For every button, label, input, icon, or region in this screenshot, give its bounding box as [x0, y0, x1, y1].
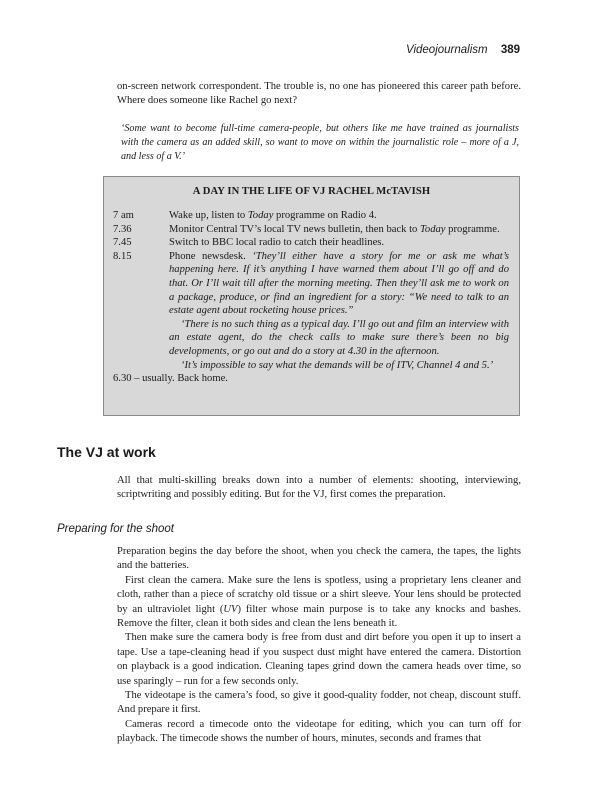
subheading: Preparing for the shoot — [57, 523, 174, 535]
preparation-text — [117, 545, 521, 747]
entry-description: Wake up, listen to Today programme on Radio 4. — [169, 210, 377, 221]
pull-quote: ‘Some want to become full-time camera-people, but others like me have trained as journalists with the camera as an added skill, so want to move on within the journalistic role – more of a J, and less of a V.’ — [121, 123, 519, 163]
section-heading: The VJ at work — [57, 444, 156, 460]
day-in-the-life-box — [103, 176, 520, 416]
schedule-entry — [113, 236, 509, 250]
running-header — [406, 44, 520, 56]
entry-time: 7 am — [113, 210, 134, 221]
entry-time: 7.45 — [113, 237, 132, 249]
schedule-entry — [113, 209, 509, 223]
paragraph: Then make sure the camera body is free from dust and dirt before you open it up to insert a tape. Use a tape-cleaning head if you suspect dust might have entered the camera. Distortion on playback is a good indication. Cleaning tapes grind down the camera heads over time, so use sparingly – run for a few seconds only. — [117, 632, 521, 687]
entry-time: 7.36 — [113, 223, 132, 235]
schedule-entry — [113, 223, 509, 237]
intro-paragraph — [117, 80, 521, 109]
section-intro — [117, 474, 521, 503]
section-intro-text: All that multi-skilling breaks down into a number of elements: shooting, interviewing, scriptwriting and possibly editing. But for the VJ, first comes the preparation. — [117, 475, 521, 501]
schedule-entry — [113, 372, 509, 386]
entry-description: 6.30 – usually. Back home. — [113, 373, 228, 385]
schedule-entry — [113, 250, 509, 372]
entry-time: 8.15 — [113, 250, 132, 262]
intro-paragraph-text: on-screen network correspondent. The trouble is, no one has pioneered this career path before. Where does someone like Rachel go next? — [117, 81, 521, 107]
schedule-list — [113, 209, 509, 386]
box-title: A DAY IN THE LIFE OF VJ RACHEL McTAVISH — [192, 186, 431, 197]
paragraph: Cameras record a timecode onto the videotape for editing, which you can turn off for playback. The timecode shows the number of hours, minutes, seconds and frames that — [117, 718, 521, 745]
entry-description: Phone newsdesk. ‘They’ll either have a story for me or ask me what’s happening here. If it’s anything I have warned them about I’ll go off and do that. Or I’ll wait till after the morning meeting. Then they’ll ask me to work on a package, produce, or find an ingredient for a story: “We need to talk to an estate agent about rocketing house prices.” ‘There is no such thing as a typical day. I’ll go out and film an interview with an estate agent, do the check calls to make sure there’s been no big developments, or go out and do a story at 4.30 in the afternoon. ‘It’s impossible to say what the demands will be of ITV, Channel 4 and 5.’ — [169, 250, 509, 371]
running-title: Videojournalism — [405, 44, 488, 56]
paragraph: First clean the camera. Make sure the lens is spotless, using a proprietary lens cleaner and cloth, rather than a piece of scratchy old tissue or a shirt sleeve. Your lens should be protected by an ultraviolet light (UV) filter whose main purpose is to take any knocks and bashes. Remove the filter, clean it both sides and clean the lens beneath it. — [117, 574, 521, 630]
entry-description: Switch to BBC local radio to catch their headlines. — [169, 237, 385, 249]
page-number: 389 — [500, 44, 520, 56]
entry-description: Monitor Central TV’s local TV news bulletin, then back to Today programme. — [169, 223, 500, 235]
paragraph: Preparation begins the day before the shoot, when you check the camera, the tapes, the lights and the batteries. — [117, 546, 521, 572]
paragraph: The videotape is the camera’s food, so give it good-quality fodder, not cheap, discount stuff. And prepare it first. — [117, 690, 521, 716]
